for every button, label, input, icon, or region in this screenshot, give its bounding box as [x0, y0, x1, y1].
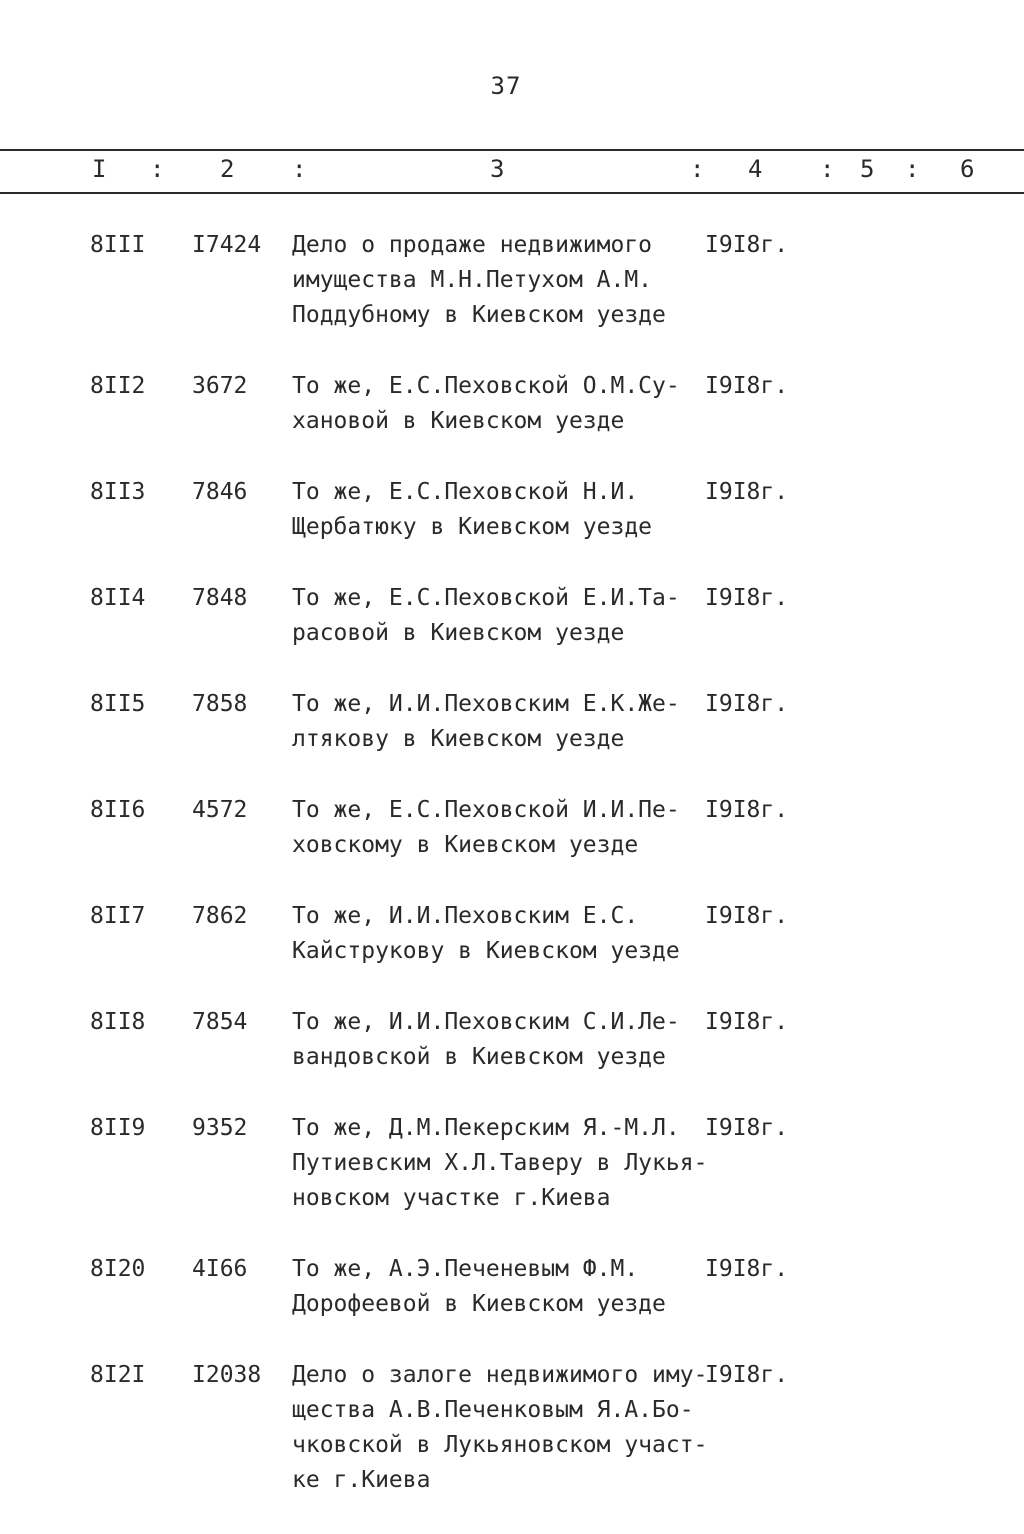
header-top-rule	[0, 149, 1024, 151]
entry-year: I9I8г.	[705, 903, 789, 929]
entry-description	[292, 581, 712, 651]
inventory-entry	[0, 899, 1024, 969]
entry-code: I7424	[192, 232, 262, 258]
entry-description	[292, 228, 712, 333]
entry-year: I9I8г.	[705, 479, 789, 505]
entry-description-line: Щербатюку в Киевском уезде	[292, 514, 653, 540]
entry-description	[292, 1358, 712, 1498]
entry-description	[292, 1111, 712, 1216]
inventory-entry	[0, 475, 1024, 545]
inventory-entry	[0, 369, 1024, 439]
inventory-entry	[0, 1111, 1024, 1216]
entry-year: I9I8г.	[705, 691, 789, 717]
entry-description-line: Кайструкову в Киевском уезде	[292, 938, 680, 964]
column-header-6: 6	[960, 155, 975, 183]
entry-year: I9I8г.	[705, 232, 789, 258]
entry-description-line: хановой в Киевском уезде	[292, 408, 625, 434]
entry-description-line: То же, Е.С.Пеховской Н.И.	[292, 479, 639, 505]
column-header-4: 4	[748, 155, 763, 183]
entry-code: 4572	[192, 797, 248, 823]
entry-description	[292, 1252, 712, 1322]
inventory-entry	[0, 1252, 1024, 1322]
column-header-2: 2	[220, 155, 235, 183]
entry-number: 8II4	[90, 585, 146, 611]
column-separator: :	[292, 155, 307, 183]
entry-code: 7846	[192, 479, 248, 505]
entry-description	[292, 687, 712, 757]
entry-description-line: Дело о залоге недвижимого иму-	[292, 1362, 708, 1388]
entry-description-line: То же, А.Э.Печеневым Ф.М.	[292, 1256, 639, 1282]
entry-year: I9I8г.	[705, 797, 789, 823]
column-header-1: I	[92, 155, 107, 183]
column-separator: :	[905, 155, 920, 183]
entry-description-line: ховскому в Киевском уезде	[292, 832, 639, 858]
column-header-5: 5	[860, 155, 875, 183]
entry-description-line: ке г.Киева	[292, 1467, 431, 1493]
entry-description-line: То же, И.И.Пеховским Е.С.	[292, 903, 639, 929]
entry-year: I9I8г.	[705, 585, 789, 611]
entry-description-line: То же, И.И.Пеховским Е.К.Же-	[292, 691, 680, 717]
inventory-entry	[0, 1358, 1024, 1498]
column-separator: :	[150, 155, 165, 183]
entry-year: I9I8г.	[705, 1115, 789, 1141]
entry-description-line: лтякову в Киевском уезде	[292, 726, 625, 752]
entry-description	[292, 899, 712, 969]
entry-number: 8II9	[90, 1115, 146, 1141]
entry-code: 3672	[192, 373, 248, 399]
entry-year: I9I8г.	[705, 1009, 789, 1035]
entry-description-line: вандовской в Киевском уезде	[292, 1044, 666, 1070]
entry-number: 8III	[90, 232, 146, 258]
entry-description-line: То же, Е.С.Пеховской И.И.Пе-	[292, 797, 680, 823]
entry-description-line: Путиевским Х.Л.Таверу в Лукья-	[292, 1150, 708, 1176]
entry-code: 7862	[192, 903, 248, 929]
entry-code: 4I66	[192, 1256, 248, 1282]
entry-code: 9352	[192, 1115, 248, 1141]
entry-code: 7854	[192, 1009, 248, 1035]
entry-year: I9I8г.	[705, 1362, 789, 1388]
entry-number: 8II8	[90, 1009, 146, 1035]
entry-description	[292, 475, 712, 545]
entry-number: 8I20	[90, 1256, 146, 1282]
entry-number: 8II5	[90, 691, 146, 717]
entry-description	[292, 793, 712, 863]
entry-code: 7858	[192, 691, 248, 717]
entry-description-line: Дорофеевой в Киевском уезде	[292, 1291, 666, 1317]
entry-description-line: Дело о продаже недвижимого	[292, 232, 653, 258]
column-separator: :	[690, 155, 705, 183]
entry-description-line: То же, Д.М.Пекерским Я.-М.Л.	[292, 1115, 680, 1141]
entry-number: 8II2	[90, 373, 146, 399]
entry-description-line: чковской в Лукьяновском участ-	[292, 1432, 708, 1458]
entry-number: 8II3	[90, 479, 146, 505]
inventory-entry	[0, 581, 1024, 651]
entry-year: I9I8г.	[705, 1256, 789, 1282]
entry-description-line: щества А.В.Печенковым Я.А.Бо-	[292, 1397, 694, 1423]
inventory-entry	[0, 793, 1024, 863]
inventory-entry	[0, 1005, 1024, 1075]
entry-description-line: имущества М.Н.Петухом А.М.	[292, 267, 653, 293]
entry-year: I9I8г.	[705, 373, 789, 399]
entry-description	[292, 369, 712, 439]
entry-number: 8II6	[90, 797, 146, 823]
inventory-entry	[0, 687, 1024, 757]
entry-code: I2038	[192, 1362, 262, 1388]
entry-description	[292, 1005, 712, 1075]
entry-code: 7848	[192, 585, 248, 611]
entries-list	[0, 228, 1024, 1534]
entry-number: 8II7	[90, 903, 146, 929]
column-header-3: 3	[490, 155, 505, 183]
column-header-row	[0, 155, 1024, 185]
entry-description-line: То же, И.И.Пеховским С.И.Ле-	[292, 1009, 680, 1035]
entry-description-line: расовой в Киевском уезде	[292, 620, 625, 646]
header-bottom-rule	[0, 192, 1024, 194]
inventory-entry	[0, 228, 1024, 333]
entry-description-line: Поддубному в Киевском уезде	[292, 302, 666, 328]
entry-description-line: новском участке г.Киева	[292, 1185, 611, 1211]
column-separator: :	[820, 155, 835, 183]
page-number: 37	[490, 72, 522, 100]
entry-description-line: То же, Е.С.Пеховской О.М.Су-	[292, 373, 680, 399]
entry-number: 8I2I	[90, 1362, 146, 1388]
entry-description-line: То же, Е.С.Пеховской Е.И.Та-	[292, 585, 680, 611]
